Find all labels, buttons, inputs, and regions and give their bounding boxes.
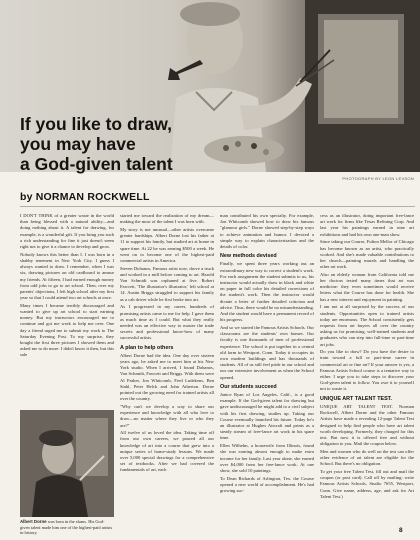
paragraph: Do you like to draw? Do you have the desire to train toward a full or part-time career in commercial art or fine art? If your answer is yes, a Famous Artists School course is a tentative way to either. I urge you to take steps to discover your God-given talent to follow. You owe it to yourself not to waste it. bbox=[320, 349, 414, 392]
section-heading: UNIQUE ART TALENT TEST. bbox=[320, 395, 392, 402]
paragraph: Finally, we spent three years working out an extraordinary new way to correct a student's work. For each assignment the student submits to us, his instructor would actually draw in black and white on paper in full color his detailed corrections of the student's work. Then the instructor would dictate a letter of further detailed criticism and advice. Thus, there would be no misunderstanding. And the student would have a permanent record of his progress. bbox=[220, 261, 314, 323]
paragraph: started me toward the realization of my dream—making the most of the talent I was born with. bbox=[120, 213, 214, 225]
paragraph: I DON'T THINK of a greater waste in the world than being blessed with a natural ability—and doing nothing about it. A talent for drawing, for example, is a wonderful gift. If you bring you such a rich understanding for fine it just doesn't seem right not to give it a chance to develop and grow. bbox=[20, 213, 114, 250]
caption-name: Albert Dorne bbox=[20, 519, 47, 524]
paragraph: UNIQUE ART TALENT TEST. Norman Rockwell, Albert Dorne and the other Famous Artists have made a revealing 12-page Talent Test designed to help find people who have art talent worth developing. Formerly, they charged for this test. But now it is offered free and without obligation to you. Mail the coupon below. bbox=[320, 403, 414, 447]
paragraph: And so we started the Famous Artists Schools. Our classrooms are the students' own homes. Our faculty is one thousands of men of professional experience. The school is put together in a central old form in Westport, Conn. Today it occupies its own modern buildings and has thousands of students. All of us still feel pride in our school and our our extensive involvement as when the School opened. bbox=[220, 324, 314, 380]
paragraph: Janice Ryan of Los Angeles, Calif., is a good example. If the God-given talent for drawing but gave undiscouraged he might add to a civil subject with his first drawing, studies up. Taking our Course eventually launched his future. Today he's an illustrator at Hughes Aircraft and prints as a steady stream of free-lance art work in his spare time. bbox=[220, 391, 314, 441]
inset-caption bbox=[20, 519, 114, 536]
article-column-2 bbox=[120, 213, 214, 531]
paragraph: All twelve of us loved the idea. Taking time off from our own careers, we poured all our knowledge of art into a course that grew into a unique series of home-study lessons. We made over 5,000 special drawings for a comprehensive set of textbooks. After we had covered the fundamentals of art, each bbox=[120, 430, 214, 473]
section-heading: A plan to help others bbox=[120, 344, 174, 351]
article-column-1 bbox=[20, 213, 114, 405]
paragraph: Also an elderly woman from California told me her doctors tested many times that art was medicine: they even sometimes would receive letters what the Course has done for health. She has a new interest and enjoyment in painting. bbox=[320, 271, 414, 302]
page-number: 8 bbox=[399, 527, 403, 534]
section-heading: New methods devised bbox=[220, 253, 277, 260]
paragraph: man contributed his own specialty. For example, Jon Whitcomb showed how to draw his famous "glamour girls." Dorne showed step-by-step ways to achieve animation and humor. I devoted a simple way to explain characterization and the details of color. bbox=[220, 213, 314, 250]
headline bbox=[20, 114, 210, 174]
paragraph: I am not at all surprised by the success of our students. Opportunities open to trained artists today are enormous. The School consistently gets requests from art buyers all over the country asking us for promising, well-trained students and graduates who can step into full-time or part-time art jobs. bbox=[320, 304, 414, 347]
paragraph: My story is not unusual—other artists overcame greater hardships. Albert Dorne lost his father at 11 to support his family, but studied art at home in spare time. At 22 he was earning $500 a week. He went on to become one of the highest-paid commercial artists in America. bbox=[120, 226, 214, 263]
section-heading: Our students succeed bbox=[220, 383, 277, 390]
inset-photo bbox=[20, 410, 114, 517]
headline-line-1: If you like to draw, bbox=[20, 114, 173, 134]
headline-line-3: a God-given talent bbox=[20, 154, 173, 174]
paragraph: Albert Dorne had the idea. One day over sixteen years ago, he asked me to meet him at his New York studio. When I arrived, I found Dohanos, Von Schmidt, Fawcett and Briggs. With them were Al Parker, Jon Whitcomb, Fred Ludekens, Ben Stahl, Peter Helck and John Atherton. Dorne pointed out the growing need for trained artists all over the country. bbox=[120, 352, 214, 402]
paragraph: To Dean Richards of Arlington, Tex. the Course opened a new world of accomplishment. He's had growing suc- bbox=[220, 475, 314, 494]
paragraph: cess as an illustrator, doing important free-lance art work for firms like Texas Refining Corp. And last year his paintings earned in nine art exhibitions and had his own one-man show. bbox=[320, 213, 414, 237]
paragraph: As I progressed in my career, hundreds of promising artists came to me for help. I gave them as much time as I could. But what they really needed was an effective way to master the trade secrets and professional know-how of many successful artists. bbox=[120, 304, 214, 341]
paragraph: Steven Dohanos, Famous artist now, drove a truck and worked in a mill before coming to art. Harold Von Schmidt was orphaned at five. Robert Fawcett, 'The illustrator's illustrator,' left school at 14. Austin Briggs struggled to support his family as a cab driver while he first broke into art. bbox=[120, 265, 214, 302]
paragraph: Men and women who do well on the test can offer other evidence of art talent are eligible for the School. But there's no obligation. bbox=[320, 448, 414, 467]
paragraph: Nobody knows this better than I. I was born in a shabby tenement in New York City. I guess I always wanted to draw. I remember, when I was six, drawing pictures on old cardboard to amuse my friends. At fifteen, I had earned enough money from odd jobs to go to art school. Then, over my parents' objections, I left high school after my first year so that I could attend two art schools at once. bbox=[20, 251, 114, 301]
article-column-4 bbox=[320, 213, 414, 531]
caption-text: was born in the slums. His God-given talent made him one of the highest-paid artists in history. bbox=[20, 519, 113, 536]
article-column-3 bbox=[220, 213, 314, 531]
photo-credit: PHOTOGRAPH BY LEON LEVSON bbox=[342, 176, 414, 181]
divider-rule bbox=[20, 206, 415, 207]
paragraph: "Why can't we develop a way to share our experience and knowledge with all who love to draw—no matter where they live or who they are?" bbox=[120, 403, 214, 428]
headline-line-2: you may have bbox=[20, 134, 136, 154]
albert-dorne-portrait bbox=[20, 410, 114, 517]
byline: by NORMAN ROCKWELL bbox=[20, 191, 150, 203]
paragraph: Ellen Wilhelm, a housewife from Illinois, found she was earning almost enough to make extra income for her family. Last year alone, she earned over $4,000 from her free-lance work. At one show, she sold 10 paintings. bbox=[220, 443, 314, 473]
paragraph: To get your free Talent Test, fill out and mail the coupon (or post card). Call off by mailing: write Famous Artists Schools, Studio 7655, Westport, Conn. Give name, address, age, and ask for Art Talent Test.) bbox=[320, 468, 414, 499]
paragraph: Many times I became terribly discouraged and wanted to give up art school to start earning money. But my instructors encouraged me to continue and got me work to help me over. One day a friend urged me to submit my work to The Saturday Evening Post. To my surprise, they bought the first three pictures I showed them and asked me to do more. I didn't know it then, but this sale bbox=[20, 302, 114, 358]
paragraph: Since taking our Course, Fulton Mellor of Chicago has become known as an artist, who practically worked. And she's made valuable contributions to her church—painting murals and handling the other art work. bbox=[320, 239, 414, 270]
